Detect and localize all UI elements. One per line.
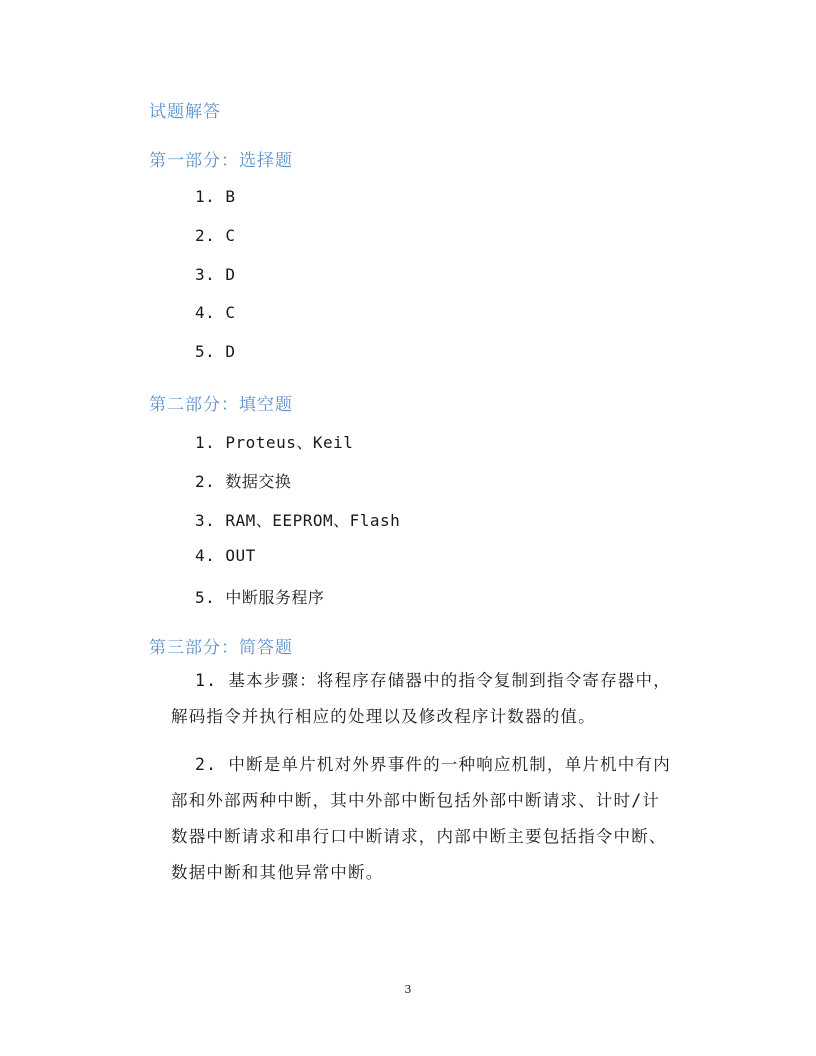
choice-answer-1: 1. B <box>195 187 236 206</box>
choice-answer-3: 3. D <box>195 265 236 284</box>
section-heading-choice: 第一部分：选择题 <box>149 151 293 171</box>
fill-answer-4: 4. OUT <box>195 546 256 565</box>
choice-answer-2: 2. C <box>195 226 236 245</box>
short-answer-1: 1. 基本步骤：将程序存储器中的指令复制到指令寄存器中，解码指令并执行相应的处理以及修改程序计数器的值。 <box>171 671 671 726</box>
section-heading-fill-blank: 第二部分：填空题 <box>149 395 293 415</box>
page-number: 3 <box>404 983 412 996</box>
document-title: 试题解答 <box>149 102 221 122</box>
fill-answer-2: 2. 数据交换 <box>195 472 292 491</box>
fill-answer-1: 1. Proteus、Keil <box>195 433 354 452</box>
fill-answer-5: 5. 中断服务程序 <box>195 588 325 607</box>
choice-answer-5: 5. D <box>195 342 236 361</box>
fill-answer-3: 3. RAM、EEPROM、Flash <box>195 511 401 530</box>
section-heading-short-answer: 第三部分：简答题 <box>149 638 293 658</box>
short-answer-2: 2. 中断是单片机对外界事件的一种响应机制，单片机中有内部和外部两种中断，其中外部中断包括外部中断请求、计时/计数器中断请求和串行口中断请求，内部中断主要包括指令中断、数据中断和其他异常中断。 <box>171 755 671 882</box>
choice-answer-4: 4. C <box>195 303 236 322</box>
